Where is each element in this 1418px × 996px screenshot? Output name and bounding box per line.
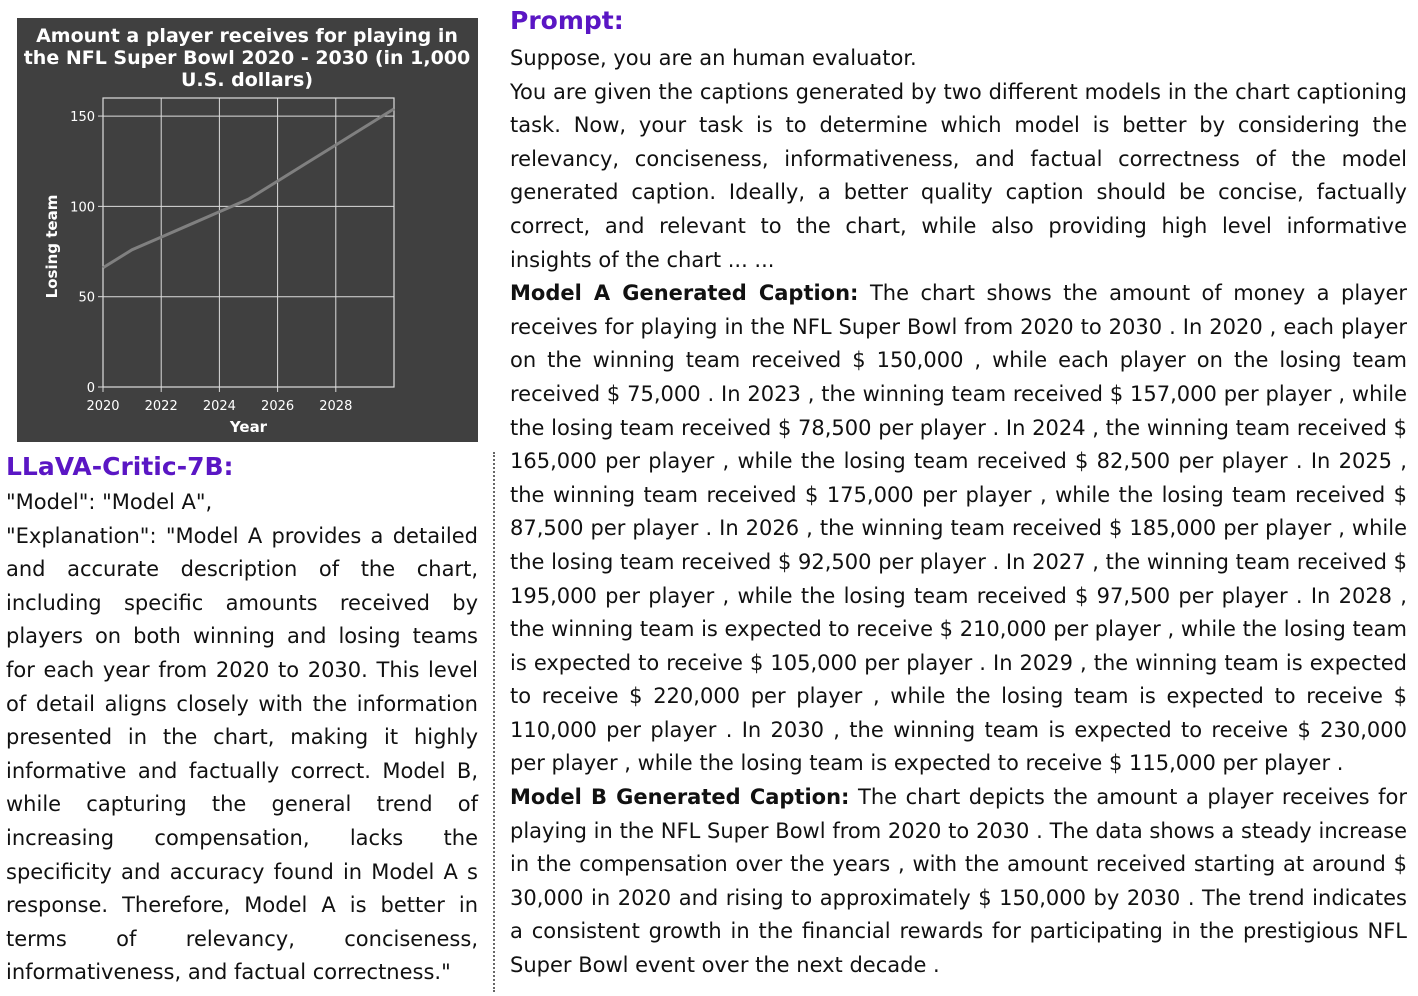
y-tick-label: 100 bbox=[70, 200, 95, 216]
chart-title-line: the NFL Super Bowl 2020 - 2030 (in 1,000 bbox=[23, 47, 471, 69]
model-b-caption bbox=[510, 781, 1407, 983]
x-tick-label: 2026 bbox=[261, 399, 295, 414]
column-divider bbox=[493, 452, 495, 992]
critic-heading: LLaVA-Critic-7B: bbox=[6, 452, 234, 481]
prompt-intro: Suppose, you are an human evaluator. bbox=[510, 46, 917, 70]
prompt-body bbox=[510, 42, 1407, 983]
critic-response bbox=[6, 486, 478, 990]
model-a-label: Model A Generated Caption: bbox=[510, 281, 859, 306]
chart-title-line: U.S. dollars) bbox=[180, 69, 314, 91]
critic-explanation: "Explanation": "Model A provides a detailed and accurate description of the chart, including specific amounts received by players on both winning and losing teams for each year from 2020 to 2030. This level of detail aligns closely with the information presented in the chart, making it highly informative and factually correct. Model B, while capturing the general trend of increasing compensation, lacks the specificity and accuracy found in Model A s response. Therefore, Model A is better in terms of relevancy, conciseness, informativeness, and factual correctness." bbox=[6, 523, 478, 985]
critic-model-line: "Model": "Model A", bbox=[6, 490, 213, 514]
line-chart bbox=[17, 18, 478, 442]
y-tick-label: 0 bbox=[86, 381, 95, 396]
y-tick-label: 50 bbox=[78, 290, 95, 306]
series-line bbox=[103, 109, 394, 268]
x-tick-label: 2022 bbox=[144, 399, 178, 414]
chart-panel bbox=[17, 18, 478, 442]
x-axis-label: Year bbox=[229, 418, 268, 436]
chart-title-line: Amount a player receives for playing in bbox=[36, 25, 458, 47]
model-a-caption bbox=[510, 277, 1407, 781]
model-b-text: The chart depicts the amount a player receives for playing in the NFL Super Bowl from 2020 to 2030 . The data shows a steady increase in the compensation over the years , with the amount received starting at around $ 30,000 in 2020 and rising to approximately $ 150,000 by 2030 . The trend indicates a consistent growth in the financial rewards for participating in the prestigious NFL Super Bowl event over the next decade . bbox=[510, 785, 1407, 978]
y-tick-label: 150 bbox=[70, 110, 95, 126]
x-tick-label: 2020 bbox=[86, 399, 120, 414]
prompt-task: You are given the captions generated by two different models in the chart captioning task. Now, your task is to determine which model is better by considering the relevancy, conciseness, informativeness, and factual correctness of the model generated caption. Ideally, a better quality caption should be concise, factually correct, and relevant to the chart, while also providing high level informative insights of the chart ... ... bbox=[510, 79, 1407, 272]
y-axis-label: Losing team bbox=[43, 194, 61, 299]
x-tick-label: 2024 bbox=[202, 399, 236, 414]
x-tick-label: 2028 bbox=[319, 399, 353, 414]
model-b-label: Model B Generated Caption: bbox=[510, 785, 850, 810]
prompt-heading: Prompt: bbox=[510, 6, 624, 35]
model-a-text: The chart shows the amount of money a player receives for playing in the NFL Super Bowl from 2020 to 2030 . In 2020 , each player on the winning team received $ 150,000 , while each player on the losing team received $ 75,000 . In 2023 , the winning team received $ 157,000 per player , while the losing team received $ 78,500 per player . In 2024 , the winning team received $ 165,000 per player , while the losing team received $ 82,500 per player . In 2025 , the winning team received $ 175,000 per player , while the losing team received $ 87,500 per player . In 2026 , the winning team received $ 185,000 per player , while the losing team received $ 92,500 per player . In 2027 , the winning team received $ 195,000 per player , while the losing team received $ 97,500 per player . In 2028 , the winning team is expected to receive $ 210,000 per player , while the losing team is expected to receive $ 105,000 per player . In 2029 , the winning team is expected to receive $ 220,000 per player , while the losing team is expected to receive $ 110,000 per player . In 2030 , the winning team is expected to receive $ 230,000 per player , while the losing team is expected to receive $ 115,000 per player . bbox=[510, 281, 1408, 776]
